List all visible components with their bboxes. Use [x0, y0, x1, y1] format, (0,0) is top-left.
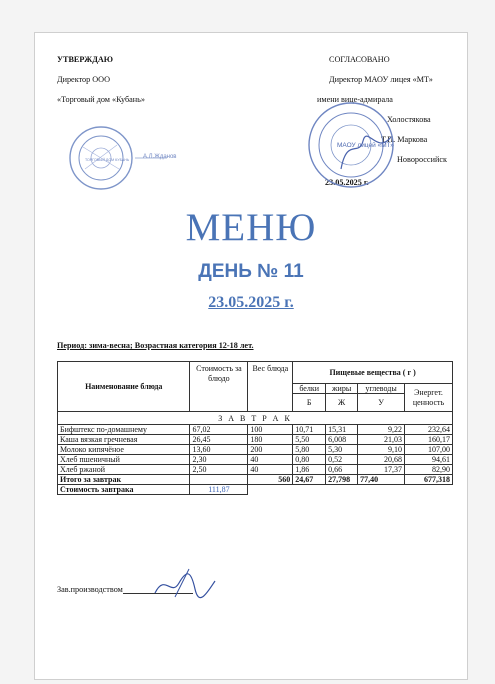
- agree-line5: Новороссийск: [397, 155, 447, 164]
- agree-position: Директор МАОУ лицея «МТ»: [329, 75, 433, 84]
- company-seal: [63, 125, 187, 191]
- school-seal: [297, 97, 407, 197]
- col-header-carbs: углеводы: [358, 384, 405, 394]
- dish-cost: 2,50: [190, 465, 248, 475]
- col-header-fats: жиры: [326, 384, 358, 394]
- approve-title: УТВЕРЖДАЮ: [57, 55, 113, 64]
- date-title: 23.05.2025 г.: [208, 294, 294, 311]
- dish-cost: 13,60: [190, 445, 248, 455]
- day-title: ДЕНЬ № 11: [198, 261, 304, 282]
- seal-text: ТОРГОВЫЙ ДОМ КУБАНЬ: [85, 158, 130, 162]
- col-header-name: Наименование блюда: [58, 362, 190, 412]
- dish-fats: 6,008: [326, 435, 358, 445]
- dish-cost: 26,45: [190, 435, 248, 445]
- dish-name: Бифштекс по-домашнему: [58, 425, 190, 435]
- col-header-u: У: [358, 394, 405, 412]
- school-seal-text: МАОУ лицей «МТ»: [337, 142, 394, 149]
- dish-energy: 232,64: [405, 425, 453, 435]
- dish-fats: 15,31: [326, 425, 358, 435]
- dish-weight: 180: [248, 435, 293, 445]
- agree-line2: имени вице-адмирала: [317, 95, 393, 104]
- table-row: [58, 425, 453, 435]
- table-row: [58, 445, 453, 455]
- total-weight: 560: [248, 475, 293, 485]
- production-head-label: Зав.производством: [57, 585, 123, 594]
- section-breakfast: З А В Т Р А К: [58, 412, 453, 425]
- dish-weight: 40: [248, 455, 293, 465]
- dish-carbs: 20,68: [358, 455, 405, 465]
- col-header-cost: Стоимость за блюдо: [190, 362, 248, 412]
- table-row: [58, 455, 453, 465]
- dish-name: Хлеб ржаной: [58, 465, 190, 475]
- dish-cost: 67,02: [190, 425, 248, 435]
- dish-fats: 5,30: [326, 445, 358, 455]
- total-proteins: 24,67: [293, 475, 326, 485]
- seal-name: А.Л.Жданов: [143, 154, 177, 160]
- dish-carbs: 9,22: [358, 425, 405, 435]
- col-header-energy: Энергет. ценность: [405, 384, 453, 412]
- total-row: [58, 475, 453, 485]
- dish-carbs: 9,10: [358, 445, 405, 455]
- dish-energy: 82,90: [405, 465, 453, 475]
- document-page: [34, 32, 468, 680]
- agree-line4: Т.П. Маркова: [381, 135, 428, 144]
- dish-fats: 0,52: [326, 455, 358, 465]
- dish-proteins: 5,50: [293, 435, 326, 445]
- total-carbs: 77,40: [358, 475, 405, 485]
- dish-energy: 160,17: [405, 435, 453, 445]
- total-fats: 27,798: [326, 475, 358, 485]
- dish-carbs: 17,37: [358, 465, 405, 475]
- dish-fats: 0,66: [326, 465, 358, 475]
- dish-name: Каша вязкая гречневая: [58, 435, 190, 445]
- dish-energy: 107,00: [405, 445, 453, 455]
- dish-weight: 100: [248, 425, 293, 435]
- cost-row: [58, 485, 453, 495]
- approve-position: Директор ООО: [57, 75, 111, 84]
- cost-value: 111,87: [190, 485, 248, 495]
- dish-cost: 2,30: [190, 455, 248, 465]
- dish-name: Молоко кипячёное: [58, 445, 190, 455]
- dish-proteins: 0,80: [293, 455, 326, 465]
- dish-proteins: 10,71: [293, 425, 326, 435]
- dish-weight: 40: [248, 465, 293, 475]
- col-header-zh: Ж: [326, 394, 358, 412]
- dish-proteins: 1,86: [293, 465, 326, 475]
- dish-proteins: 5,80: [293, 445, 326, 455]
- total-label: Итого за завтрак: [58, 475, 190, 485]
- approve-company: «Торговый дом «Кубань»: [57, 95, 145, 104]
- dish-name: Хлеб пшеничный: [58, 455, 190, 465]
- col-header-proteins: белки: [293, 384, 326, 394]
- production-signature: [145, 563, 225, 603]
- total-energy: 677,318: [405, 475, 453, 485]
- agree-line3: Холостякова: [387, 115, 431, 124]
- period-line: Период: зима-весна; Возрастная категория 12-18 лет.: [57, 341, 254, 350]
- col-header-weight: Вес блюда: [248, 362, 293, 412]
- dish-energy: 94,61: [405, 455, 453, 465]
- agree-title: СОГЛАСОВАНО: [329, 55, 390, 64]
- dish-carbs: 21,03: [358, 435, 405, 445]
- dish-weight: 200: [248, 445, 293, 455]
- menu-table: [57, 361, 453, 495]
- table-row: [58, 465, 453, 475]
- menu-title: МЕНЮ: [185, 206, 317, 249]
- total-cost-empty: [190, 475, 248, 485]
- cost-label: Стоимость завтрака: [58, 485, 190, 495]
- agree-date: 23.05.2025 г.: [325, 178, 369, 187]
- col-header-b: Б: [293, 394, 326, 412]
- table-row: [58, 435, 453, 445]
- col-header-nutrients: Пищевые вещества ( г ): [293, 362, 453, 384]
